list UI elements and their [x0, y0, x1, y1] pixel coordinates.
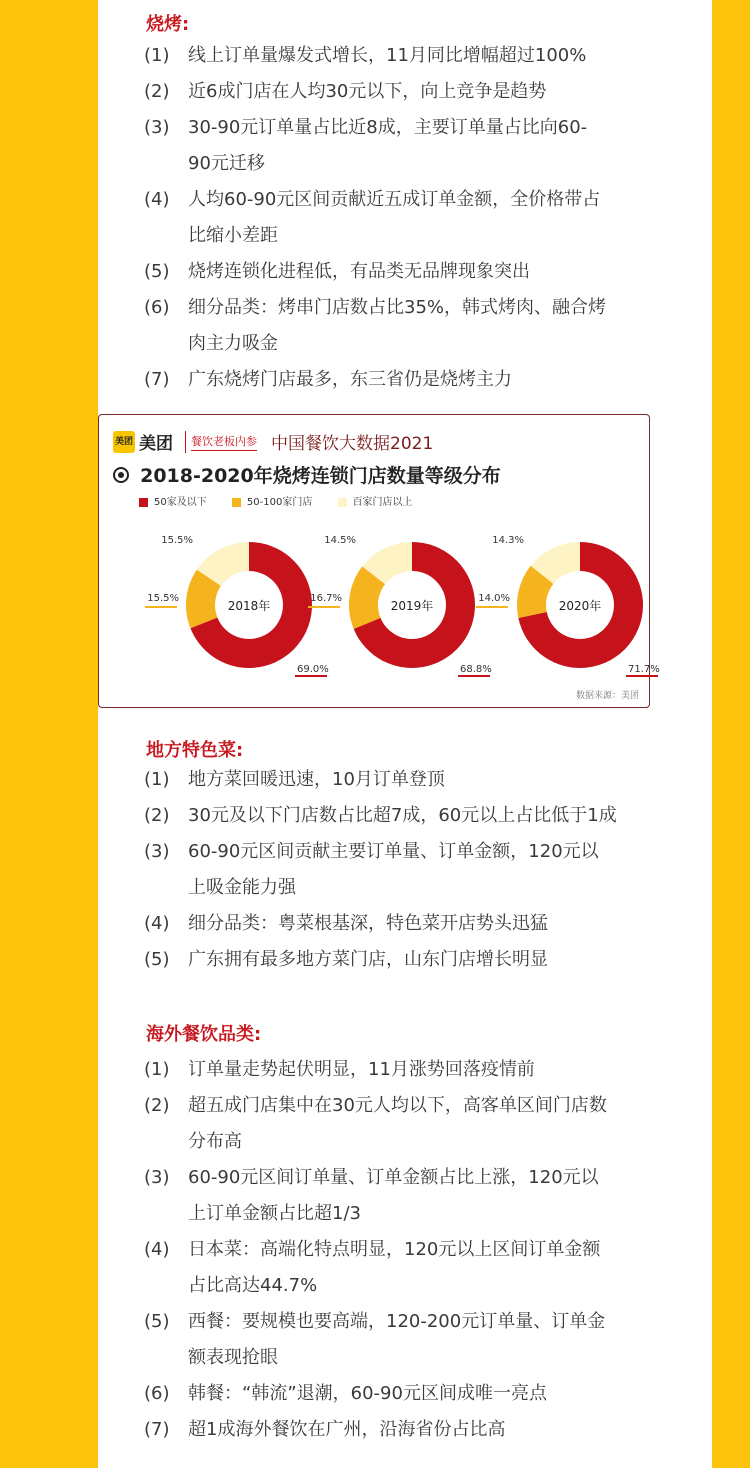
data-label: 14.5%: [324, 535, 356, 546]
item-number: (7): [144, 1419, 170, 1440]
item-number: (1): [144, 1059, 170, 1080]
data-source: 数据来源：美团: [575, 691, 639, 701]
item-text: 广东烧烤门店最多，东三省仍是烧烤主力: [188, 369, 512, 390]
item-text-continued: 肉主力吸金: [188, 333, 278, 354]
legend-item: [232, 493, 312, 508]
item-number: (7): [144, 369, 170, 390]
data-label: 69.0%: [297, 664, 329, 675]
item-text: 近6成门店在人均30元以下，向上竞争是趋势: [188, 81, 547, 102]
list-item: [144, 254, 674, 290]
item-number: (4): [144, 189, 170, 210]
item-text: 30元及以下门店数占比超7成，60元以上占比低于1成: [188, 805, 617, 826]
list-item: [144, 834, 674, 906]
item-text-continued: 上吸金能力强: [188, 877, 296, 898]
donut-charts: [99, 515, 660, 705]
data-label: 16.7%: [310, 593, 342, 604]
data-label: 71.7%: [628, 664, 660, 675]
item-text: 超1成海外餐饮在广州，沿海省份占比高: [188, 1419, 506, 1440]
item-text: 西餐：要规模也要高端，120-200元订单量、订单金: [188, 1311, 606, 1332]
legend-swatch: [232, 498, 241, 507]
chart-title: 2018-2020年烧烤连锁门店数量等级分布: [140, 465, 501, 487]
item-number: (2): [144, 805, 170, 826]
data-label: 14.3%: [492, 535, 524, 546]
item-text: 细分品类：粤菜根基深，特色菜开店势头迅猛: [188, 913, 548, 934]
donut-center-label: 2019年: [390, 599, 434, 613]
chart-legend: [139, 493, 435, 508]
legend-item: [139, 493, 207, 508]
item-text-continued: 额表现抢眼: [188, 1347, 278, 1368]
list-item: [144, 942, 674, 978]
item-text: 韩餐：“韩流”退潮，60-90元区间成唯一亮点: [188, 1383, 547, 1404]
list-item: [144, 362, 674, 398]
list-item: [144, 290, 674, 362]
item-text: 订单量走势起伏明显，11月涨势回落疫情前: [188, 1059, 535, 1080]
item-number: (5): [144, 261, 170, 282]
item-text: 30-90元订单量占比近8成，主要订单量占比向60-: [188, 117, 588, 138]
item-text: 线上订单量爆发式增长，11月同比增幅超过100%: [188, 45, 587, 66]
legend-item: [338, 493, 413, 508]
item-text: 人均60-90元区间贡献近五成订单金额，全价格带占: [188, 189, 601, 210]
section-title-bbq: 烧烤:: [146, 14, 190, 35]
legend-swatch: [338, 498, 347, 507]
item-text-continued: 占比高达44.7%: [188, 1275, 318, 1296]
list-item: [144, 906, 674, 942]
brand-divider: [185, 431, 186, 453]
legend-label: 百家门店以上: [352, 497, 413, 508]
item-text: 日本菜：高端化特点明显，120元以上区间订单金额: [188, 1239, 601, 1260]
item-text: 地方菜回暖迅速，10月订单登顶: [188, 769, 445, 790]
donut-center-label: 2020年: [558, 599, 602, 613]
list-item: [144, 1052, 674, 1088]
section-title-overseas: 海外餐饮品类:: [146, 1024, 262, 1045]
item-text: 60-90元区间订单量、订单金额占比上涨，120元以: [188, 1167, 599, 1188]
item-text-continued: 比缩小差距: [188, 225, 278, 246]
item-number: (2): [144, 81, 170, 102]
item-text-continued: 分布高: [188, 1131, 242, 1152]
item-number: (1): [144, 45, 170, 66]
item-number: (3): [144, 1167, 170, 1188]
list-item: [144, 1160, 674, 1232]
data-label: 14.0%: [478, 593, 510, 604]
list-item: [144, 74, 674, 110]
sub-brand: 餐饮老板内参: [191, 433, 257, 451]
legend-label: 50家及以下: [154, 497, 207, 508]
list-item: [144, 110, 674, 182]
data-label: 15.5%: [147, 593, 179, 604]
chart-title-row: [113, 461, 501, 488]
item-text: 烧烤连锁化进程低，有品类无品牌现象突出: [188, 261, 530, 282]
report-title: 中国餐饮大数据2021: [271, 434, 434, 454]
item-text: 广东拥有最多地方菜门店，山东门店增长明显: [188, 949, 548, 970]
item-text-continued: 上订单金额占比超1/3: [188, 1203, 361, 1224]
item-number: (6): [144, 1383, 170, 1404]
item-number: (3): [144, 117, 170, 138]
item-number: (1): [144, 769, 170, 790]
list-item: [144, 762, 674, 798]
list-item: [144, 1376, 674, 1412]
data-label: 68.8%: [460, 664, 492, 675]
legend-swatch: [139, 498, 148, 507]
list-item: [144, 1232, 674, 1304]
article-page: [98, 0, 712, 1468]
item-number: (4): [144, 913, 170, 934]
item-number: (3): [144, 841, 170, 862]
section-title-regional: 地方特色菜:: [146, 740, 244, 761]
data-label: 15.5%: [161, 535, 193, 546]
list-item: [144, 38, 674, 74]
list-item: [144, 1412, 674, 1448]
list-item: [144, 1304, 674, 1376]
item-text: 细分品类：烤串门店数占比35%，韩式烤肉、融合烤: [188, 297, 607, 318]
item-number: (2): [144, 1095, 170, 1116]
brand-name: 美团: [139, 434, 173, 454]
item-number: (4): [144, 1239, 170, 1260]
item-number: (5): [144, 949, 170, 970]
item-text: 超五成门店集中在30元人均以下，高客单区间门店数: [188, 1095, 607, 1116]
meituan-logo-icon: 美团: [113, 431, 135, 453]
list-item: [144, 1088, 674, 1160]
list-item: [144, 798, 674, 834]
item-text-continued: 90元迁移: [188, 153, 265, 174]
item-number: (5): [144, 1311, 170, 1332]
item-number: (6): [144, 297, 170, 318]
list-item: [144, 182, 674, 254]
chart-card: [98, 414, 660, 708]
target-icon: [113, 467, 129, 483]
item-text: 60-90元区间贡献主要订单量、订单金额，120元以: [188, 841, 599, 862]
legend-label: 50-100家门店: [246, 497, 313, 508]
donut-center-label: 2018年: [227, 599, 271, 613]
